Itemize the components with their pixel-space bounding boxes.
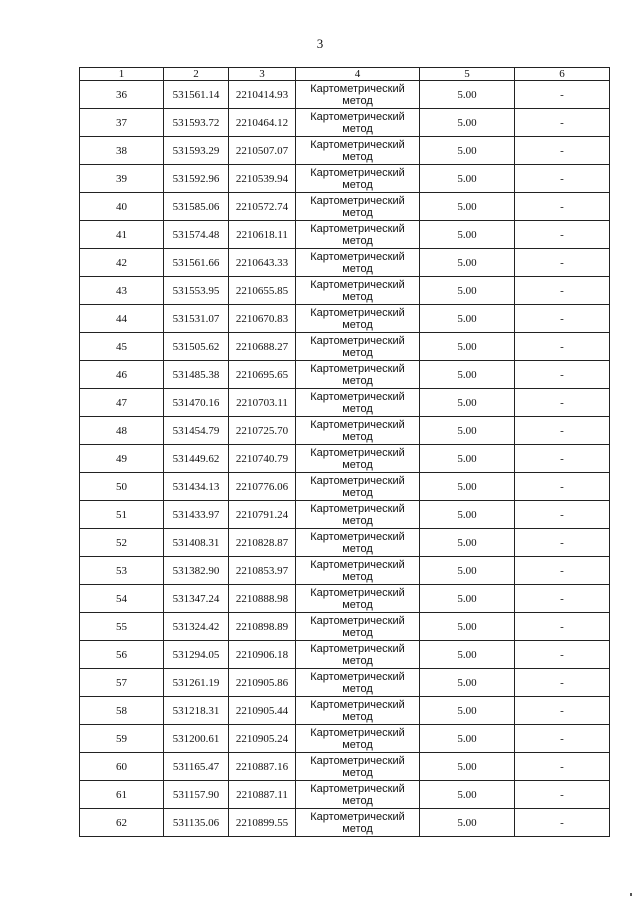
method-label-line1: Картометрический [310, 250, 405, 263]
table-row [80, 809, 610, 837]
method-cell [296, 249, 420, 277]
note-cell: - [515, 445, 610, 473]
point-number-cell: 59 [80, 725, 164, 753]
accuracy-cell: 5.00 [420, 361, 515, 389]
coordinate-y-cell: 2210898.89 [229, 613, 296, 641]
method-label-line1: Картометрический [310, 670, 405, 683]
method-label-line2: метод [342, 486, 373, 499]
coordinate-x-cell: 531408.31 [164, 529, 229, 557]
note-cell: - [515, 557, 610, 585]
method-label-line2: метод [342, 542, 373, 555]
method-label-line2: метод [342, 710, 373, 723]
method-cell [296, 137, 420, 165]
note-cell: - [515, 221, 610, 249]
point-number-cell: 50 [80, 473, 164, 501]
coordinate-y-cell: 2210888.98 [229, 585, 296, 613]
method-label-line1: Картометрический [310, 474, 405, 487]
accuracy-cell: 5.00 [420, 557, 515, 585]
method-label-line1: Картометрический [310, 194, 405, 207]
coordinate-x-cell: 531157.90 [164, 781, 229, 809]
method-label-line1: Картометрический [310, 138, 405, 151]
method-label-line2: метод [342, 374, 373, 387]
method-label-line2: метод [342, 94, 373, 107]
coordinate-x-cell: 531470.16 [164, 389, 229, 417]
table-row [80, 333, 610, 361]
accuracy-cell: 5.00 [420, 781, 515, 809]
method-cell [296, 277, 420, 305]
coordinate-y-cell: 2210703.11 [229, 389, 296, 417]
coordinate-y-cell: 2210572.74 [229, 193, 296, 221]
coordinate-y-cell: 2210539.94 [229, 165, 296, 193]
point-number-cell: 55 [80, 613, 164, 641]
accuracy-cell: 5.00 [420, 417, 515, 445]
table-row [80, 165, 610, 193]
coordinate-x-cell: 531294.05 [164, 641, 229, 669]
method-label-line2: метод [342, 178, 373, 191]
note-cell: - [515, 417, 610, 445]
note-cell: - [515, 501, 610, 529]
method-label-line1: Картометрический [310, 82, 405, 95]
accuracy-cell: 5.00 [420, 725, 515, 753]
note-cell: - [515, 697, 610, 725]
method-cell [296, 529, 420, 557]
method-label-line1: Картометрический [310, 110, 405, 123]
point-number-cell: 42 [80, 249, 164, 277]
coordinate-x-cell: 531382.90 [164, 557, 229, 585]
table-row [80, 109, 610, 137]
table-row [80, 613, 610, 641]
method-cell [296, 613, 420, 641]
coordinate-y-cell: 2210899.55 [229, 809, 296, 837]
table-row [80, 445, 610, 473]
table-row [80, 249, 610, 277]
method-cell [296, 333, 420, 361]
coordinate-x-cell: 531433.97 [164, 501, 229, 529]
method-label-line2: метод [342, 346, 373, 359]
coordinate-x-cell: 531531.07 [164, 305, 229, 333]
method-label-line1: Картометрический [310, 306, 405, 319]
table-row [80, 753, 610, 781]
method-label-line2: метод [342, 290, 373, 303]
coordinate-x-cell: 531165.47 [164, 753, 229, 781]
coordinate-x-cell: 531218.31 [164, 697, 229, 725]
method-label-line1: Картометрический [310, 782, 405, 795]
method-cell [296, 389, 420, 417]
coordinate-y-cell: 2210905.44 [229, 697, 296, 725]
method-cell [296, 417, 420, 445]
point-number-cell: 45 [80, 333, 164, 361]
table-row [80, 417, 610, 445]
point-number-cell: 51 [80, 501, 164, 529]
note-cell: - [515, 585, 610, 613]
method-cell [296, 781, 420, 809]
method-label-line1: Картометрический [310, 530, 405, 543]
coordinate-x-cell: 531434.13 [164, 473, 229, 501]
method-label-line1: Картометрический [310, 166, 405, 179]
accuracy-cell: 5.00 [420, 193, 515, 221]
point-number-cell: 48 [80, 417, 164, 445]
method-label-line2: метод [342, 738, 373, 751]
point-number-cell: 62 [80, 809, 164, 837]
column-header: 4 [296, 68, 420, 81]
note-cell: - [515, 333, 610, 361]
accuracy-cell: 5.00 [420, 809, 515, 837]
method-cell [296, 501, 420, 529]
table-row [80, 501, 610, 529]
method-label-line1: Картометрический [310, 446, 405, 459]
point-number-cell: 41 [80, 221, 164, 249]
table-row [80, 697, 610, 725]
method-cell [296, 641, 420, 669]
table-row [80, 361, 610, 389]
coordinate-y-cell: 2210905.86 [229, 669, 296, 697]
note-cell: - [515, 529, 610, 557]
method-cell [296, 557, 420, 585]
method-cell [296, 193, 420, 221]
method-label-line2: метод [342, 570, 373, 583]
point-number-cell: 56 [80, 641, 164, 669]
method-label-line2: метод [342, 458, 373, 471]
note-cell: - [515, 753, 610, 781]
table-row [80, 669, 610, 697]
accuracy-cell: 5.00 [420, 137, 515, 165]
coordinate-x-cell: 531593.29 [164, 137, 229, 165]
method-cell [296, 109, 420, 137]
method-label-line1: Картометрический [310, 642, 405, 655]
method-cell [296, 697, 420, 725]
note-cell: - [515, 809, 610, 837]
method-label-line2: метод [342, 654, 373, 667]
method-cell [296, 165, 420, 193]
coordinate-x-cell: 531585.06 [164, 193, 229, 221]
note-cell: - [515, 193, 610, 221]
point-number-cell: 52 [80, 529, 164, 557]
column-header: 1 [80, 68, 164, 81]
method-label-line1: Картометрический [310, 726, 405, 739]
coordinate-y-cell: 2210828.87 [229, 529, 296, 557]
accuracy-cell: 5.00 [420, 249, 515, 277]
method-label-line1: Картометрический [310, 586, 405, 599]
point-number-cell: 46 [80, 361, 164, 389]
accuracy-cell: 5.00 [420, 165, 515, 193]
table-row [80, 221, 610, 249]
accuracy-cell: 5.00 [420, 473, 515, 501]
point-number-cell: 37 [80, 109, 164, 137]
accuracy-cell: 5.00 [420, 81, 515, 109]
coordinate-y-cell: 2210643.33 [229, 249, 296, 277]
method-label-line2: метод [342, 234, 373, 247]
coordinate-y-cell: 2210618.11 [229, 221, 296, 249]
method-label-line2: метод [342, 262, 373, 275]
accuracy-cell: 5.00 [420, 389, 515, 417]
coordinate-y-cell: 2210791.24 [229, 501, 296, 529]
note-cell: - [515, 109, 610, 137]
method-cell [296, 361, 420, 389]
table-row [80, 305, 610, 333]
scan-mark [630, 893, 632, 896]
method-cell [296, 669, 420, 697]
coordinate-x-cell: 531561.66 [164, 249, 229, 277]
method-cell [296, 221, 420, 249]
coordinate-x-cell: 531485.38 [164, 361, 229, 389]
method-label-line2: метод [342, 122, 373, 135]
coordinate-y-cell: 2210887.11 [229, 781, 296, 809]
method-label-line1: Картометрический [310, 614, 405, 627]
point-number-cell: 44 [80, 305, 164, 333]
accuracy-cell: 5.00 [420, 445, 515, 473]
point-number-cell: 58 [80, 697, 164, 725]
method-cell [296, 585, 420, 613]
method-label-line2: метод [342, 206, 373, 219]
coordinate-y-cell: 2210670.83 [229, 305, 296, 333]
coordinate-y-cell: 2210906.18 [229, 641, 296, 669]
note-cell: - [515, 473, 610, 501]
method-label-line2: метод [342, 430, 373, 443]
note-cell: - [515, 277, 610, 305]
table-row [80, 585, 610, 613]
method-label-line2: метод [342, 794, 373, 807]
accuracy-cell: 5.00 [420, 697, 515, 725]
table-row [80, 473, 610, 501]
table-header-row [80, 68, 610, 81]
method-cell [296, 809, 420, 837]
coordinate-x-cell: 531135.06 [164, 809, 229, 837]
point-number-cell: 61 [80, 781, 164, 809]
method-label-line2: метод [342, 598, 373, 611]
coordinate-x-cell: 531324.42 [164, 613, 229, 641]
point-number-cell: 40 [80, 193, 164, 221]
table-row [80, 529, 610, 557]
note-cell: - [515, 781, 610, 809]
method-label-line1: Картометрический [310, 810, 405, 823]
coordinate-x-cell: 531347.24 [164, 585, 229, 613]
method-label-line1: Картометрический [310, 222, 405, 235]
point-number-cell: 54 [80, 585, 164, 613]
table-row [80, 389, 610, 417]
coordinate-y-cell: 2210887.16 [229, 753, 296, 781]
accuracy-cell: 5.00 [420, 529, 515, 557]
method-cell [296, 753, 420, 781]
note-cell: - [515, 669, 610, 697]
accuracy-cell: 5.00 [420, 753, 515, 781]
coordinate-x-cell: 531200.61 [164, 725, 229, 753]
coordinate-x-cell: 531505.62 [164, 333, 229, 361]
point-number-cell: 49 [80, 445, 164, 473]
column-header: 6 [515, 68, 610, 81]
coordinate-x-cell: 531593.72 [164, 109, 229, 137]
method-label-line2: метод [342, 514, 373, 527]
coordinates-table-body [80, 68, 610, 837]
accuracy-cell: 5.00 [420, 333, 515, 361]
coordinate-y-cell: 2210414.93 [229, 81, 296, 109]
table-row [80, 137, 610, 165]
method-label-line1: Картометрический [310, 278, 405, 291]
method-cell [296, 305, 420, 333]
method-cell [296, 473, 420, 501]
point-number-cell: 43 [80, 277, 164, 305]
note-cell: - [515, 137, 610, 165]
method-label-line1: Картометрический [310, 558, 405, 571]
method-label-line1: Картометрический [310, 698, 405, 711]
method-label-line2: метод [342, 682, 373, 695]
point-number-cell: 47 [80, 389, 164, 417]
note-cell: - [515, 81, 610, 109]
note-cell: - [515, 361, 610, 389]
coordinate-y-cell: 2210776.06 [229, 473, 296, 501]
coordinate-x-cell: 531592.96 [164, 165, 229, 193]
page-number: 3 [316, 36, 324, 51]
method-label-line2: метод [342, 822, 373, 835]
method-cell [296, 81, 420, 109]
method-cell [296, 725, 420, 753]
accuracy-cell: 5.00 [420, 305, 515, 333]
note-cell: - [515, 249, 610, 277]
coordinate-y-cell: 2210688.27 [229, 333, 296, 361]
method-label-line1: Картометрический [310, 418, 405, 431]
accuracy-cell: 5.00 [420, 613, 515, 641]
coordinate-y-cell: 2210725.70 [229, 417, 296, 445]
coordinate-y-cell: 2210905.24 [229, 725, 296, 753]
table-row [80, 193, 610, 221]
method-label-line2: метод [342, 318, 373, 331]
accuracy-cell: 5.00 [420, 669, 515, 697]
accuracy-cell: 5.00 [420, 277, 515, 305]
method-label-line1: Картометрический [310, 390, 405, 403]
table-row [80, 277, 610, 305]
table-row [80, 81, 610, 109]
coordinate-y-cell: 2210740.79 [229, 445, 296, 473]
note-cell: - [515, 165, 610, 193]
point-number-cell: 39 [80, 165, 164, 193]
table-row [80, 781, 610, 809]
accuracy-cell: 5.00 [420, 641, 515, 669]
column-header: 2 [164, 68, 229, 81]
accuracy-cell: 5.00 [420, 221, 515, 249]
method-label-line2: метод [342, 402, 373, 415]
point-number-cell: 38 [80, 137, 164, 165]
coordinate-x-cell: 531449.62 [164, 445, 229, 473]
coordinate-x-cell: 531553.95 [164, 277, 229, 305]
method-cell [296, 445, 420, 473]
coordinate-y-cell: 2210507.07 [229, 137, 296, 165]
coordinate-y-cell: 2210464.12 [229, 109, 296, 137]
accuracy-cell: 5.00 [420, 109, 515, 137]
table-row [80, 557, 610, 585]
coordinates-table [79, 67, 610, 837]
point-number-cell: 60 [80, 753, 164, 781]
note-cell: - [515, 389, 610, 417]
coordinate-x-cell: 531574.48 [164, 221, 229, 249]
coordinate-y-cell: 2210695.65 [229, 361, 296, 389]
method-label-line1: Картометрический [310, 334, 405, 347]
coordinate-y-cell: 2210655.85 [229, 277, 296, 305]
coordinate-x-cell: 531561.14 [164, 81, 229, 109]
note-cell: - [515, 305, 610, 333]
note-cell: - [515, 725, 610, 753]
method-label-line1: Картометрический [310, 754, 405, 767]
accuracy-cell: 5.00 [420, 585, 515, 613]
coordinate-y-cell: 2210853.97 [229, 557, 296, 585]
table-row [80, 725, 610, 753]
method-label-line2: метод [342, 626, 373, 639]
column-header: 5 [420, 68, 515, 81]
column-header: 3 [229, 68, 296, 81]
method-label-line1: Картометрический [310, 362, 405, 375]
method-label-line2: метод [342, 766, 373, 779]
coordinate-x-cell: 531261.19 [164, 669, 229, 697]
coordinate-x-cell: 531454.79 [164, 417, 229, 445]
point-number-cell: 53 [80, 557, 164, 585]
method-label-line1: Картометрический [310, 502, 405, 515]
note-cell: - [515, 641, 610, 669]
accuracy-cell: 5.00 [420, 501, 515, 529]
table-row [80, 641, 610, 669]
method-label-line2: метод [342, 150, 373, 163]
point-number-cell: 36 [80, 81, 164, 109]
note-cell: - [515, 613, 610, 641]
point-number-cell: 57 [80, 669, 164, 697]
